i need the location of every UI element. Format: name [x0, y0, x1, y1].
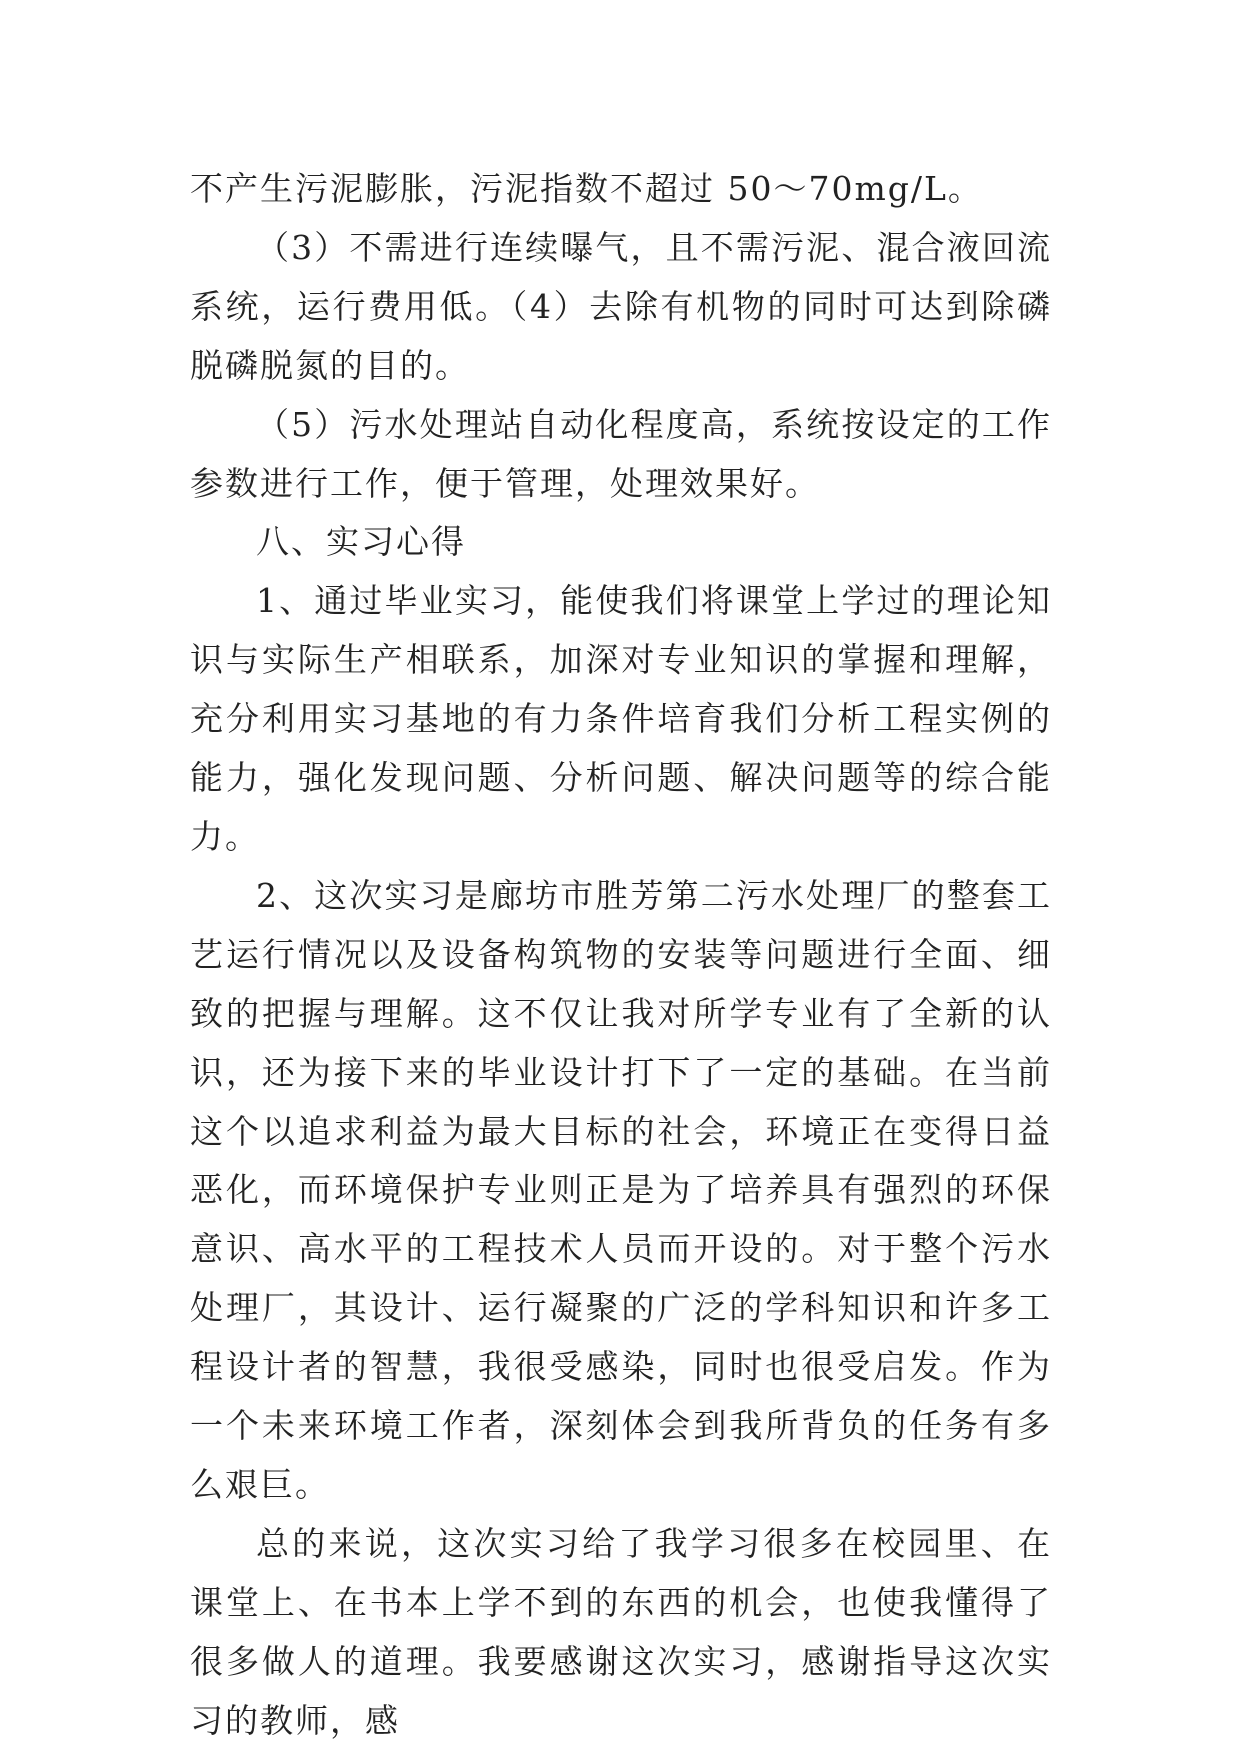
- paragraph-item-5: （5）污水处理站自动化程度高，系统按设定的工作参数进行工作，便于管理，处理效果好。: [190, 404, 1052, 503]
- paragraph-reflection-1: 1、通过毕业实习，能使我们将课堂上学过的理论知识与实际生产相联系，加深对专业知识的掌握和理解，充分利用实习基地的有力条件培育我们分析工程实例的能力，强化发现问题、分析问题、解决问题等的综合能力。: [190, 581, 1052, 856]
- paragraph-item-3-4: （3）不需进行连续曝气，且不需污泥、混合液回流系统，运行费用低。（4）去除有机物的同时可达到除磷脱磷脱氮的目的。: [190, 227, 1052, 385]
- section-heading-internship-reflections: 八、实习心得: [256, 522, 466, 562]
- paragraph-reflection-2: 2、这次实习是廊坊市胜芳第二污水处理厂的整套工艺运行情况以及设备构筑物的安装等问题进行全面、细致的把握与理解。这不仅让我对所学专业有了全新的认识，还为接下来的毕业设计打下了一定的基础。在当前这个以追求利益为最大目标的社会，环境正在变得日益恶化，而环境保护专业则正是为了培养具有强烈的环保意识、高水平的工程技术人员而开设的。对于整个污水处理厂，其设计、运行凝聚的广泛的学科知识和许多工程设计者的智慧，我很受感染，同时也很受启发。作为一个未来环境工作者，深刻体会到我所背负的任务有多么艰巨。: [190, 875, 1052, 1504]
- paragraph-sludge-index: 不产生污泥膨胀，污泥指数不超过 50～70mg/L。: [190, 169, 983, 208]
- paragraph-summary: 总的来说，这次实习给了我学习很多在校园里、在课堂上、在书本上学不到的东西的机会，也使我懂得了很多做人的道理。我要感谢这次实习，感谢指导这次实习的教师，感: [190, 1523, 1052, 1740]
- document-body: [190, 160, 1052, 1750]
